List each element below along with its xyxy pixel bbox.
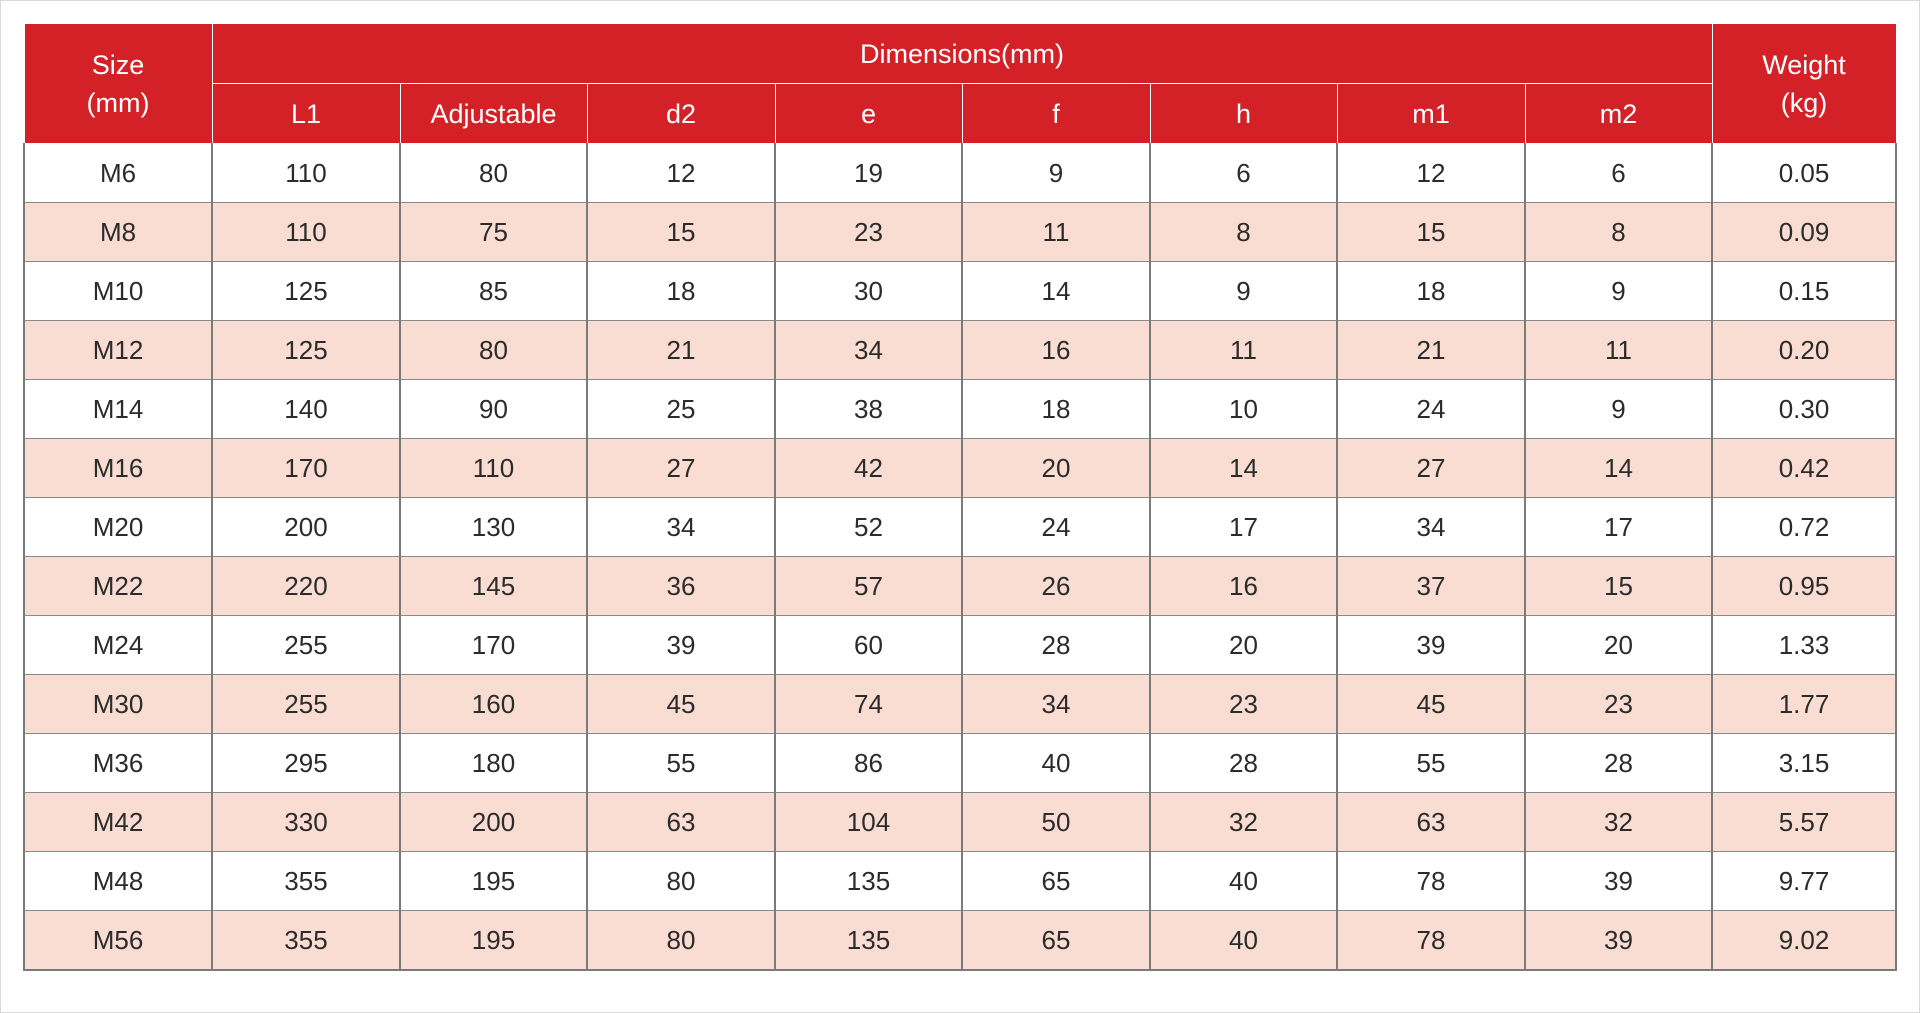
cell-m2: 14 — [1525, 439, 1712, 498]
cell-h: 32 — [1150, 793, 1337, 852]
cell-size: M20 — [24, 498, 212, 557]
cell-f: 34 — [962, 675, 1150, 734]
cell-adjustable: 195 — [400, 852, 587, 911]
cell-d2: 15 — [587, 203, 775, 262]
cell-l1: 125 — [212, 321, 400, 380]
cell-d2: 12 — [587, 144, 775, 203]
cell-adjustable: 145 — [400, 557, 587, 616]
cell-weight: 9.02 — [1712, 911, 1896, 971]
cell-d2: 18 — [587, 262, 775, 321]
cell-adjustable: 160 — [400, 675, 587, 734]
cell-m2: 23 — [1525, 675, 1712, 734]
table-row — [24, 793, 1896, 852]
cell-h: 28 — [1150, 734, 1337, 793]
cell-l1: 170 — [212, 439, 400, 498]
table-row — [24, 557, 1896, 616]
header-weight-label: Weight — [1762, 49, 1846, 80]
cell-f: 26 — [962, 557, 1150, 616]
cell-size: M8 — [24, 203, 212, 262]
cell-m1: 27 — [1337, 439, 1525, 498]
table-row — [24, 498, 1896, 557]
table-row — [24, 439, 1896, 498]
cell-adjustable: 90 — [400, 380, 587, 439]
header-m1: m1 — [1337, 84, 1525, 144]
header-e: e — [775, 84, 962, 144]
table-row — [24, 144, 1896, 203]
cell-weight: 0.09 — [1712, 203, 1896, 262]
cell-h: 16 — [1150, 557, 1337, 616]
header-dimensions: Dimensions(mm) — [212, 24, 1712, 84]
dimensions-table — [23, 23, 1897, 971]
cell-size: M30 — [24, 675, 212, 734]
cell-e: 57 — [775, 557, 962, 616]
cell-f: 24 — [962, 498, 1150, 557]
header-weight — [1712, 24, 1896, 144]
cell-d2: 36 — [587, 557, 775, 616]
header-size — [24, 24, 212, 144]
cell-m1: 18 — [1337, 262, 1525, 321]
cell-m2: 15 — [1525, 557, 1712, 616]
cell-m2: 20 — [1525, 616, 1712, 675]
cell-weight: 0.95 — [1712, 557, 1896, 616]
cell-m2: 17 — [1525, 498, 1712, 557]
cell-d2: 45 — [587, 675, 775, 734]
cell-l1: 355 — [212, 911, 400, 971]
cell-weight: 0.05 — [1712, 144, 1896, 203]
cell-size: M16 — [24, 439, 212, 498]
cell-f: 16 — [962, 321, 1150, 380]
cell-size: M10 — [24, 262, 212, 321]
cell-m1: 12 — [1337, 144, 1525, 203]
cell-l1: 110 — [212, 144, 400, 203]
cell-h: 14 — [1150, 439, 1337, 498]
cell-l1: 255 — [212, 675, 400, 734]
cell-d2: 25 — [587, 380, 775, 439]
cell-f: 18 — [962, 380, 1150, 439]
cell-m1: 37 — [1337, 557, 1525, 616]
cell-l1: 200 — [212, 498, 400, 557]
cell-m2: 39 — [1525, 911, 1712, 971]
cell-adjustable: 80 — [400, 321, 587, 380]
cell-e: 86 — [775, 734, 962, 793]
cell-weight: 1.33 — [1712, 616, 1896, 675]
cell-size: M22 — [24, 557, 212, 616]
cell-l1: 255 — [212, 616, 400, 675]
cell-m1: 21 — [1337, 321, 1525, 380]
cell-size: M42 — [24, 793, 212, 852]
cell-h: 23 — [1150, 675, 1337, 734]
cell-l1: 110 — [212, 203, 400, 262]
cell-m1: 78 — [1337, 911, 1525, 971]
cell-e: 135 — [775, 852, 962, 911]
cell-weight: 5.57 — [1712, 793, 1896, 852]
cell-e: 23 — [775, 203, 962, 262]
cell-e: 19 — [775, 144, 962, 203]
cell-l1: 140 — [212, 380, 400, 439]
table-row — [24, 911, 1896, 971]
table-row — [24, 616, 1896, 675]
cell-weight: 0.20 — [1712, 321, 1896, 380]
header-size-unit: (mm) — [86, 87, 150, 118]
cell-adjustable: 80 — [400, 144, 587, 203]
cell-m2: 6 — [1525, 144, 1712, 203]
cell-adjustable: 195 — [400, 911, 587, 971]
cell-adjustable: 200 — [400, 793, 587, 852]
cell-d2: 27 — [587, 439, 775, 498]
cell-e: 104 — [775, 793, 962, 852]
cell-weight: 0.72 — [1712, 498, 1896, 557]
cell-size: M12 — [24, 321, 212, 380]
cell-m1: 55 — [1337, 734, 1525, 793]
cell-d2: 80 — [587, 911, 775, 971]
cell-m2: 8 — [1525, 203, 1712, 262]
cell-e: 30 — [775, 262, 962, 321]
table-row — [24, 262, 1896, 321]
cell-f: 11 — [962, 203, 1150, 262]
cell-d2: 80 — [587, 852, 775, 911]
cell-f: 14 — [962, 262, 1150, 321]
cell-m2: 39 — [1525, 852, 1712, 911]
cell-d2: 39 — [587, 616, 775, 675]
cell-e: 42 — [775, 439, 962, 498]
header-l1: L1 — [212, 84, 400, 144]
cell-f: 65 — [962, 852, 1150, 911]
cell-h: 40 — [1150, 911, 1337, 971]
cell-m1: 78 — [1337, 852, 1525, 911]
cell-e: 135 — [775, 911, 962, 971]
cell-e: 74 — [775, 675, 962, 734]
cell-f: 50 — [962, 793, 1150, 852]
cell-e: 34 — [775, 321, 962, 380]
cell-m2: 28 — [1525, 734, 1712, 793]
cell-adjustable: 85 — [400, 262, 587, 321]
cell-e: 38 — [775, 380, 962, 439]
cell-m1: 63 — [1337, 793, 1525, 852]
header-h: h — [1150, 84, 1337, 144]
cell-l1: 295 — [212, 734, 400, 793]
table-row — [24, 380, 1896, 439]
cell-d2: 21 — [587, 321, 775, 380]
cell-adjustable: 180 — [400, 734, 587, 793]
cell-m2: 9 — [1525, 262, 1712, 321]
header-weight-unit: (kg) — [1780, 87, 1828, 118]
cell-size: M6 — [24, 144, 212, 203]
cell-f: 20 — [962, 439, 1150, 498]
cell-weight: 0.30 — [1712, 380, 1896, 439]
cell-m1: 45 — [1337, 675, 1525, 734]
header-adjustable: Adjustable — [400, 84, 587, 144]
table-row — [24, 675, 1896, 734]
cell-m1: 15 — [1337, 203, 1525, 262]
cell-h: 17 — [1150, 498, 1337, 557]
table-row — [24, 321, 1896, 380]
cell-h: 40 — [1150, 852, 1337, 911]
cell-h: 10 — [1150, 380, 1337, 439]
cell-e: 60 — [775, 616, 962, 675]
cell-l1: 330 — [212, 793, 400, 852]
header-d2: d2 — [587, 84, 775, 144]
cell-f: 40 — [962, 734, 1150, 793]
table-row — [24, 852, 1896, 911]
cell-size: M56 — [24, 911, 212, 971]
cell-size: M14 — [24, 380, 212, 439]
cell-weight: 9.77 — [1712, 852, 1896, 911]
cell-adjustable: 130 — [400, 498, 587, 557]
cell-size: M36 — [24, 734, 212, 793]
cell-adjustable: 170 — [400, 616, 587, 675]
cell-weight: 3.15 — [1712, 734, 1896, 793]
table-row — [24, 203, 1896, 262]
table-body — [24, 144, 1896, 971]
cell-m2: 9 — [1525, 380, 1712, 439]
cell-m2: 32 — [1525, 793, 1712, 852]
cell-l1: 220 — [212, 557, 400, 616]
cell-f: 65 — [962, 911, 1150, 971]
cell-m1: 24 — [1337, 380, 1525, 439]
cell-h: 9 — [1150, 262, 1337, 321]
cell-h: 8 — [1150, 203, 1337, 262]
cell-l1: 355 — [212, 852, 400, 911]
cell-f: 28 — [962, 616, 1150, 675]
header-f: f — [962, 84, 1150, 144]
header-size-label: Size — [91, 49, 145, 80]
header-m2: m2 — [1525, 84, 1712, 144]
cell-adjustable: 110 — [400, 439, 587, 498]
table-row — [24, 734, 1896, 793]
cell-h: 11 — [1150, 321, 1337, 380]
cell-size: M24 — [24, 616, 212, 675]
cell-d2: 63 — [587, 793, 775, 852]
cell-size: M48 — [24, 852, 212, 911]
cell-l1: 125 — [212, 262, 400, 321]
cell-d2: 34 — [587, 498, 775, 557]
cell-weight: 0.15 — [1712, 262, 1896, 321]
cell-m1: 39 — [1337, 616, 1525, 675]
cell-d2: 55 — [587, 734, 775, 793]
cell-e: 52 — [775, 498, 962, 557]
cell-m2: 11 — [1525, 321, 1712, 380]
cell-weight: 0.42 — [1712, 439, 1896, 498]
cell-h: 6 — [1150, 144, 1337, 203]
cell-weight: 1.77 — [1712, 675, 1896, 734]
cell-m1: 34 — [1337, 498, 1525, 557]
cell-adjustable: 75 — [400, 203, 587, 262]
cell-h: 20 — [1150, 616, 1337, 675]
cell-f: 9 — [962, 144, 1150, 203]
